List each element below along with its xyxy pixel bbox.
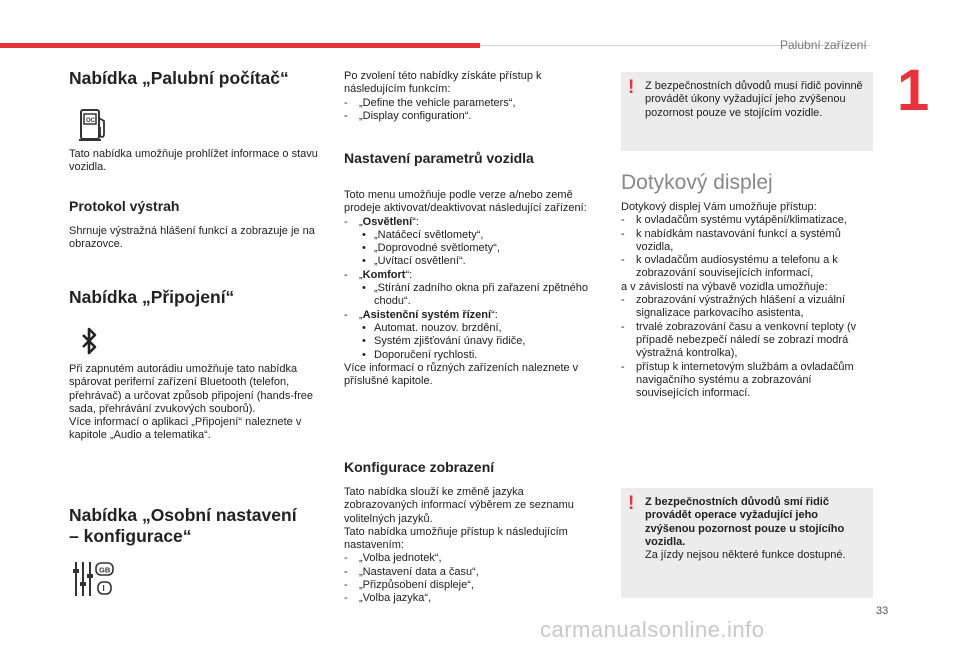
konfigurace-text-2: Tato nabídka umožňuje přístup k následujícím nastavením: bbox=[344, 525, 568, 552]
list-item: - „Volba jazyka“, bbox=[344, 592, 600, 605]
dotykovy-list bbox=[621, 214, 875, 280]
nastaveni-list bbox=[344, 216, 600, 362]
watermark: carmanualsonline.info bbox=[540, 617, 765, 642]
svg-text:GB: GB bbox=[99, 565, 111, 575]
list-item: - „Volba jednotek“, bbox=[344, 552, 600, 565]
dotykovy-mid-text: a v závislosti na výbavě vozidla umožňuje: bbox=[621, 280, 828, 293]
warning-bold-text: Z bezpečnostních důvodů smí řidič provádět operace vyžadující jeho zvýšenou pozornost pouze u stojícího vozidla. bbox=[645, 496, 845, 548]
warning-box-driving bbox=[621, 488, 873, 598]
svg-text:I: I bbox=[102, 584, 105, 593]
list-item-osvetleni: - „Osvětlení“: • „Natáčecí světlomety“, • „Doprovodné světlomety“, • „Uvítací osvětlení“. bbox=[344, 216, 600, 269]
warning-exclamation-icon: ! bbox=[628, 493, 635, 514]
dotykovy-list-2 bbox=[621, 294, 875, 400]
pripojeni-text-block bbox=[69, 363, 325, 443]
chapter-number: 1 bbox=[897, 58, 930, 123]
section-title-nastaveni-parametru: Nastavení parametrů vozidla bbox=[344, 150, 534, 166]
bluetooth-icon bbox=[80, 327, 98, 355]
header-red-bar bbox=[0, 43, 480, 48]
list-item: • Doporučení rychlosti. bbox=[359, 349, 600, 362]
nastaveni-more-text: Více informací o různých zařízeních naleznete v příslušné kapitole. bbox=[344, 361, 579, 388]
list-item: - k nabídkám nastavování funkcí a systémů vozidla, bbox=[621, 228, 875, 255]
page-number: 33 bbox=[876, 605, 889, 617]
asistencni-sublist bbox=[359, 322, 600, 362]
palubni-pocitac-text: Tato nabídka umožňuje prohlížet informace o stavu vozidla. bbox=[69, 148, 318, 174]
list-item: • „Uvítací osvětlení“. bbox=[359, 255, 600, 268]
section-title-osobni-nastaveni bbox=[69, 505, 297, 547]
section-title-palubni-pocitac: Nabídka „Palubní počítač“ bbox=[69, 68, 289, 88]
chapter-title: Palubní zařízení bbox=[780, 38, 867, 52]
list-item-komfort: - „Komfort“: • „Stírání zadního okna při zařazení zpětného chodu“. bbox=[344, 269, 600, 309]
list-item: - „Přizpůsobení displeje“, bbox=[344, 579, 600, 592]
warning-box-stationary bbox=[621, 72, 873, 151]
menu-intro-text: Po zvolení této nabídky získáte přístup k následujícím funkcím: bbox=[344, 70, 542, 96]
list-item: - trvalé zobrazování času a venkovní teploty (v případě nebezpečí náledí se zobrazí modrá výstražná kontrolka), bbox=[621, 321, 875, 361]
list-item: - k ovladačům systému vytápění/klimatizace, bbox=[621, 214, 875, 227]
konfigurace-block bbox=[344, 486, 600, 606]
list-item: • „Natáčecí světlomety“, bbox=[359, 229, 600, 242]
osobni-title-line-1: Nabídka „Osobní nastavení bbox=[69, 505, 297, 525]
menu-intro-list bbox=[344, 97, 600, 124]
komfort-sublist bbox=[359, 282, 600, 309]
list-item: - „Display configuration“. bbox=[344, 110, 600, 123]
list-item-asistencni-system: - „Asistenční systém řízení“: • Automat. nouzov. brzdění, • Systém zjišťování únavy řidiče, • Doporučení rychlosti. bbox=[344, 309, 600, 362]
protokol-vystrah-text: Shrnuje výstražná hlášení funkcí a zobrazuje je na obrazovce. bbox=[69, 225, 315, 251]
list-item: - „Nastavení data a času“, bbox=[344, 566, 600, 579]
section-title-pripojeni: Nabídka „Připojení“ bbox=[69, 287, 235, 307]
nastaveni-text: Toto menu umožňuje podle verze a/nebo země prodeje aktivovat/deaktivovat následující zařízení: bbox=[344, 189, 587, 215]
dotykovy-intro: Dotykový displej Vám umožňuje přístup: bbox=[621, 201, 817, 213]
osvetleni-sublist bbox=[359, 229, 600, 269]
list-item: • „Doprovodné světlomety“, bbox=[359, 242, 600, 255]
svg-text:OC: OC bbox=[86, 118, 95, 124]
menu-intro-block bbox=[344, 70, 600, 123]
osobni-title-line-2: – konfigurace“ bbox=[69, 526, 192, 546]
warning-exclamation-icon: ! bbox=[628, 77, 635, 98]
settings-language-icon bbox=[72, 560, 116, 598]
list-item: - „Define the vehicle parameters“, bbox=[344, 97, 600, 110]
konfigurace-list bbox=[344, 552, 600, 605]
nastaveni-block bbox=[344, 189, 600, 388]
warning-text: Z bezpečnostních důvodů musí řidič povinně provádět úkony vyžadující jeho zvýšenou pozornost pouze ve stojícím vozidle. bbox=[645, 80, 863, 119]
fuel-pump-icon bbox=[79, 108, 109, 142]
section-title-protokol-vystrah: Protokol výstrah bbox=[69, 198, 180, 214]
section-title-dotykovy-displej: Dotykový displej bbox=[621, 171, 773, 194]
list-item: • „Stírání zadního okna při zařazení zpětného chodu“. bbox=[359, 282, 600, 309]
list-item: - zobrazování výstražných hlášení a vizuální signalizace parkovacího asistenta, bbox=[621, 294, 875, 321]
list-item: • Automat. nouzov. brzdění, bbox=[359, 322, 600, 335]
pripojeni-text-more: Více informací o aplikaci „Připojení“ naleznete v kapitole „Audio a telematika“. bbox=[69, 416, 302, 442]
konfigurace-text: Tato nabídka slouží ke změně jazyka zobrazovaných informací výběrem ze seznamu volitelných jazyků. bbox=[344, 486, 574, 525]
pripojeni-text: Při zapnutém autorádiu umožňuje tato nabídka spárovat periferní zařízení Bluetooth (telefon, přehrávač) a určovat způsob připojení (hands-free sada, přehrávání zvukových souborů). bbox=[69, 363, 313, 415]
list-item: - k ovladačům audiosystému a telefonu a k zobrazování souvisejících informací, bbox=[621, 254, 875, 281]
dotykovy-block bbox=[621, 201, 875, 400]
list-item: • Systém zjišťování únavy řidiče, bbox=[359, 335, 600, 348]
warning-text: Za jízdy nejsou některé funkce dostupné. bbox=[645, 549, 846, 562]
section-title-konfigurace-zobrazeni: Konfigurace zobrazení bbox=[344, 459, 495, 475]
list-item: - přístup k internetovým službám a ovladačům navigačního systému a zobrazování souvisejících informací. bbox=[621, 361, 875, 401]
